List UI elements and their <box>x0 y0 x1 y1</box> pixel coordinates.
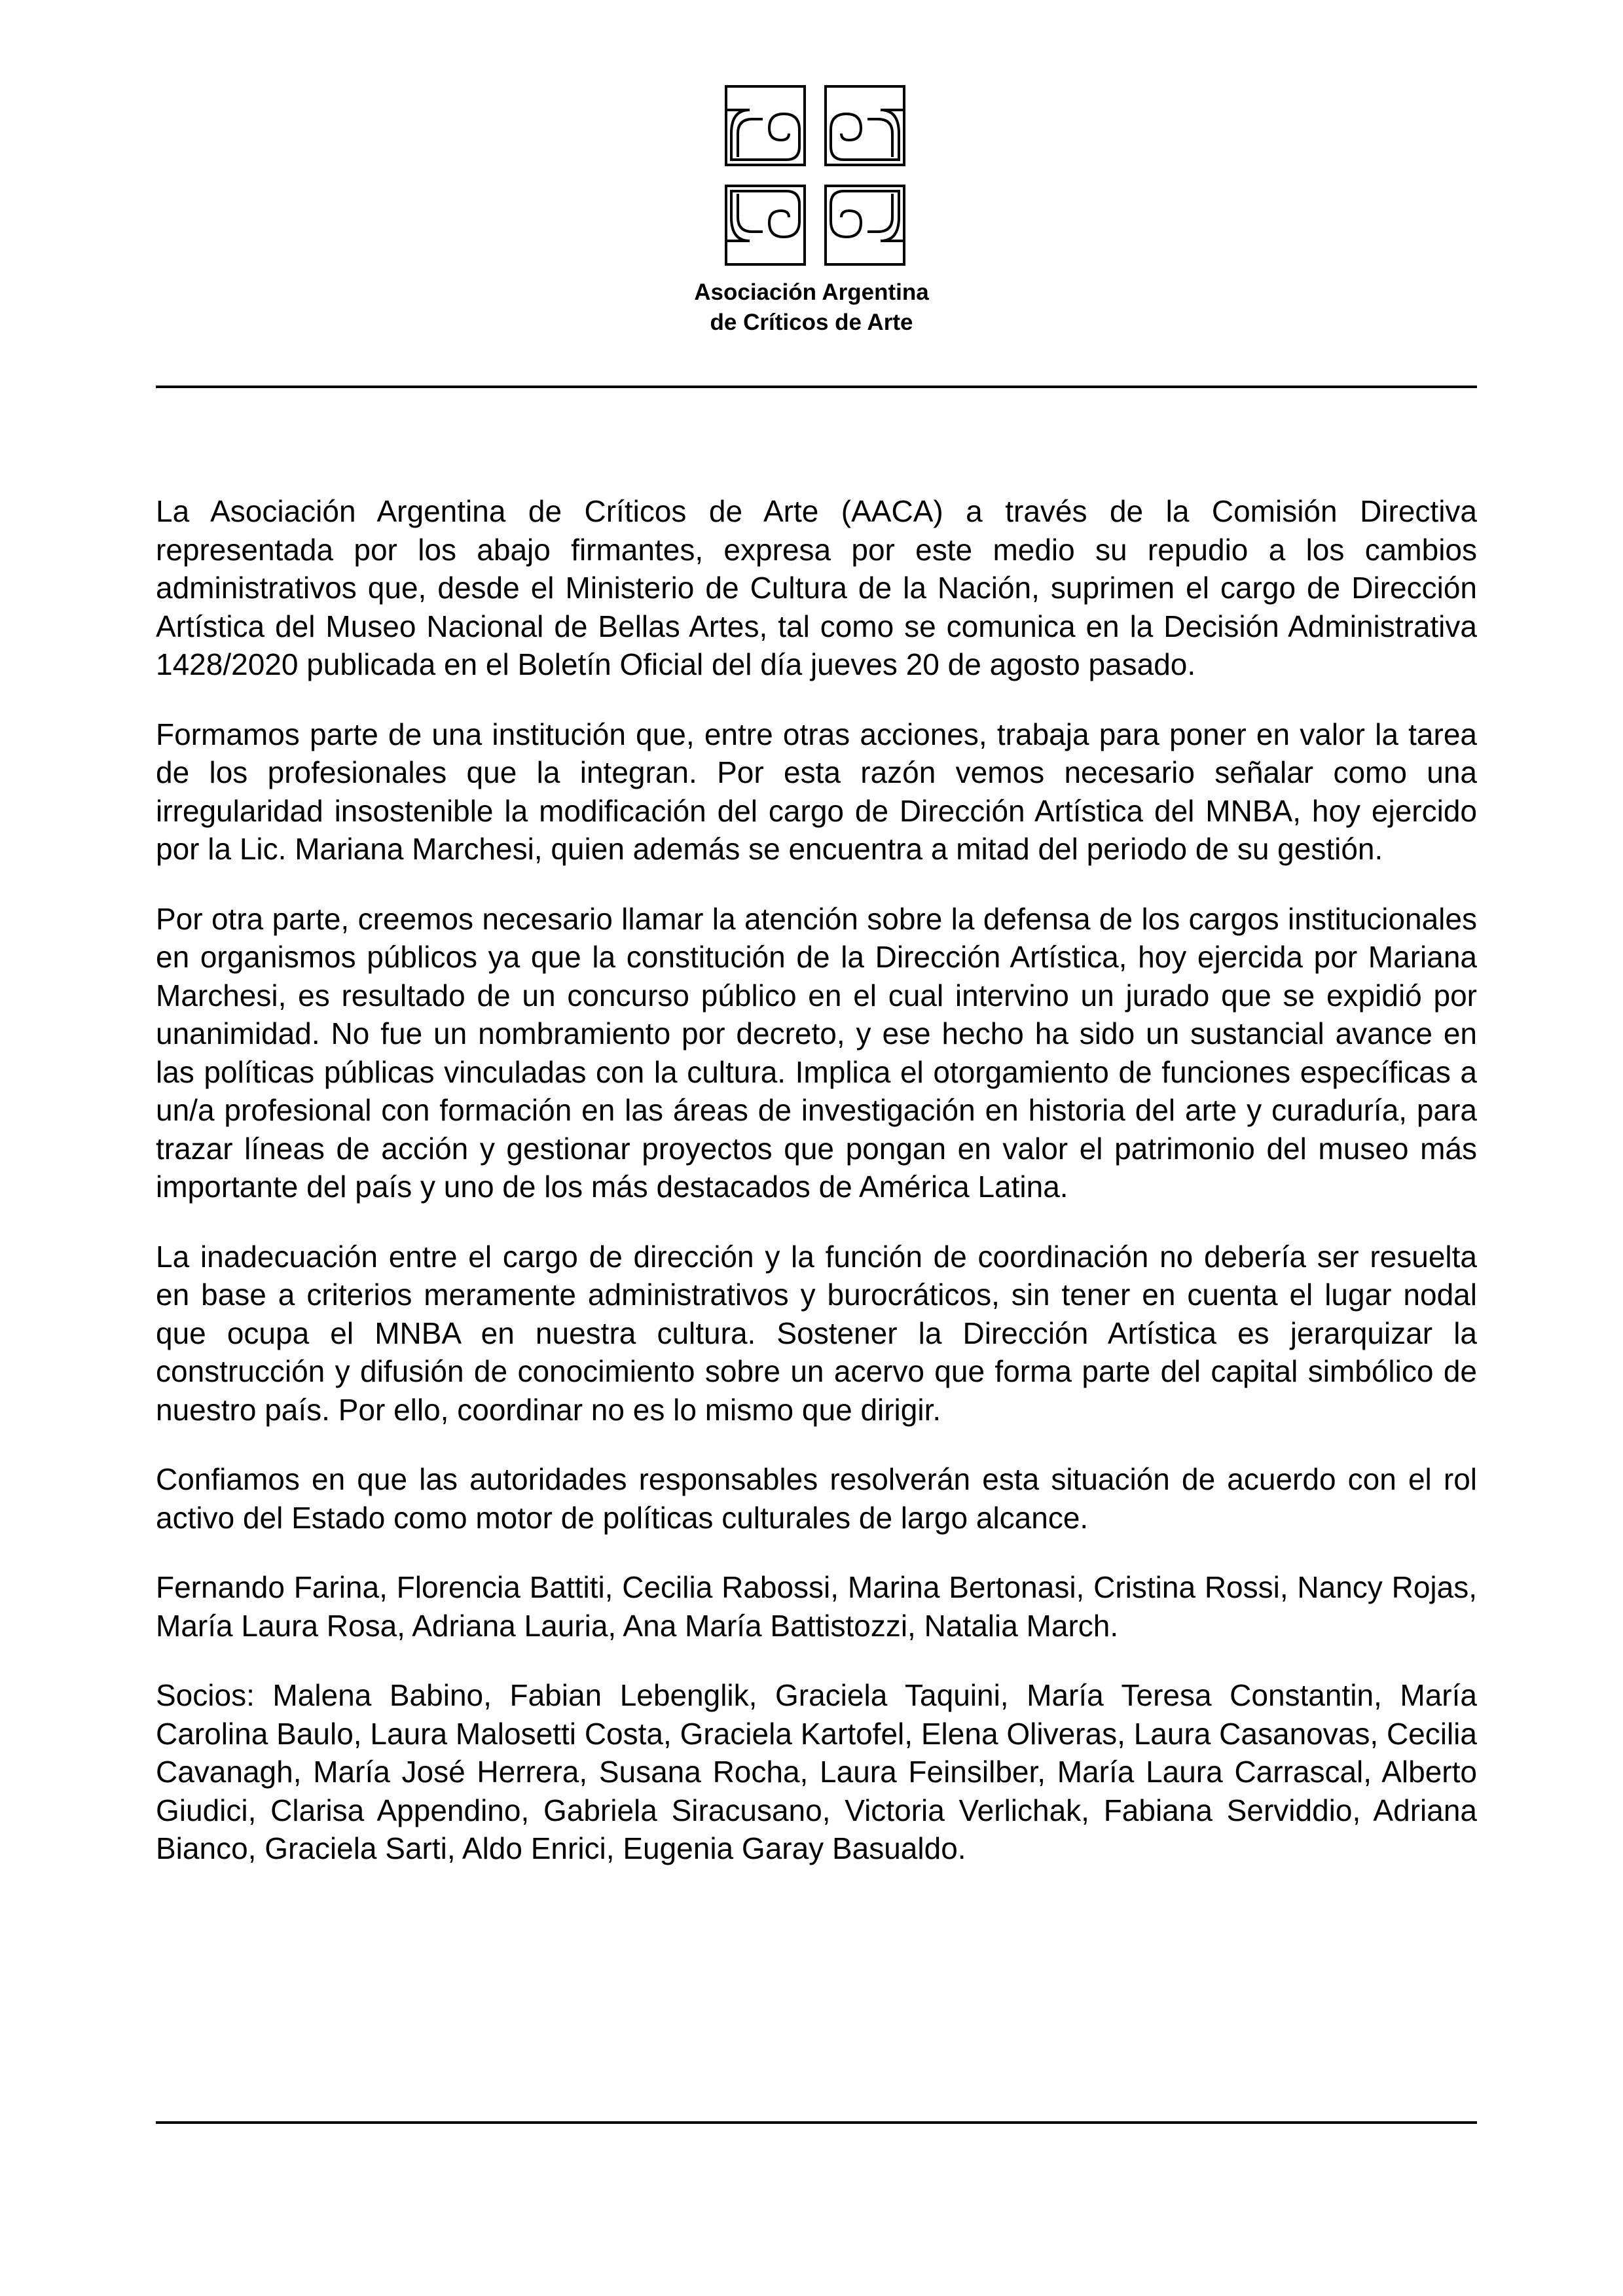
logo-square-top-right <box>826 86 904 165</box>
letter-body <box>156 492 1477 1899</box>
logo-square-top-left <box>726 86 805 165</box>
aaca-logo-icon <box>723 84 907 267</box>
paragraph-inadequacy: La inadecuación entre el cargo de dirección y la función de coordinación no debería ser resuelta en base a criterios meramente administrativos y burocráticos, sin tener en cuenta el lugar nodal que ocupa el MNBA en nuestra cultura. Sostener la Dirección Artística es jerarquizar la construcción y difusión de conocimiento sobre un acervo que forma parte del capital simbólico de nuestro país. Por ello, coordinar no es lo mismo que dirigir. <box>156 1239 1477 1427</box>
org-name-line-2: de Críticos de Arte <box>710 310 913 335</box>
paragraph-confidence: Confiamos en que las autoridades responsables resolverán esta situación de acuerdo con el rol activo del Estado como motor de políticas culturales de largo alcance. <box>156 1462 1477 1535</box>
header-divider <box>156 386 1477 388</box>
logo-square-bottom-left <box>726 186 805 264</box>
paragraph-members: Socios: Malena Babino, Fabian Lebenglik, Graciela Taquini, María Teresa Constantin, María Carolina Baulo, Laura Malosetti Costa, Graciela Kartofel, Elena Oliveras, Laura Casanovas, Cecilia Cavanagh, María José Herrera, Susana Rocha, Laura Feinsilber, María Laura Carrascal, Alberto Giudici, Clarisa Appendino, Gabriela Siracusano, Victoria Verlichak, Fabiana Serviddio, Adriana Bianco, Graciela Sarti, Aldo Enrici, Eugenia Garay Basualdo. <box>156 1678 1477 1865</box>
paragraph-intro: La Asociación Argentina de Críticos de Arte (AACA) a través de la Comisión Directiva representada por los abajo firmantes, expresa por este medio su repudio a los cambios administrativos que, desde el Ministerio de Cultura de la Nación, suprimen el cargo de Dirección Artística del Museo Nacional de Bellas Artes, tal como se comunica en la Decisión Administrativa 1428/2020 publicada en el Boletín Oficial del día jueves 20 de agosto pasado. <box>156 494 1477 681</box>
paragraph-defense: Por otra parte, creemos necesario llamar la atención sobre la defensa de los cargos institucionales en organismos públicos ya que la constitución de la Dirección Artística, hoy ejercida por Mariana Marchesi, es resultado de un concurso público en el cual intervino un jurado que se expidió por unanimidad. No fue un nombramiento por decreto, y ese hecho ha sido un sustancial avance en las políticas públicas vinculadas con la cultura. Implica el otorgamiento de funciones específicas a un/a profesional con formación en las áreas de investigación en historia del arte y curaduría, para trazar líneas de acción y gestionar proyectos que pongan en valor el patrimonio del museo más importante del país y uno de los más destacados de América Latina. <box>156 901 1477 1204</box>
logo-square-bottom-right <box>826 186 904 264</box>
organization-name <box>0 278 1623 338</box>
footer-divider <box>156 2121 1477 2124</box>
paragraph-signatories: Fernando Farina, Florencia Battiti, Cecilia Rabossi, Marina Bertonasi, Cristina Rossi, Nancy Rojas, María Laura Rosa, Adriana Lauria, Ana María Battistozzi, Natalia March. <box>156 1570 1477 1643</box>
org-name-line-1: Asociación Argentina <box>694 279 929 305</box>
paragraph-institution: Formamos parte de una institución que, entre otras acciones, trabaja para poner en valor la tarea de los profesionales que la integran. Por esta razón vemos necesario señalar como una irregularidad insostenible la modificación del cargo de Dirección Artística del MNBA, hoy ejercido por la Lic. Mariana Marchesi, quien además se encuentra a mitad del periodo de su gestión. <box>156 717 1477 866</box>
